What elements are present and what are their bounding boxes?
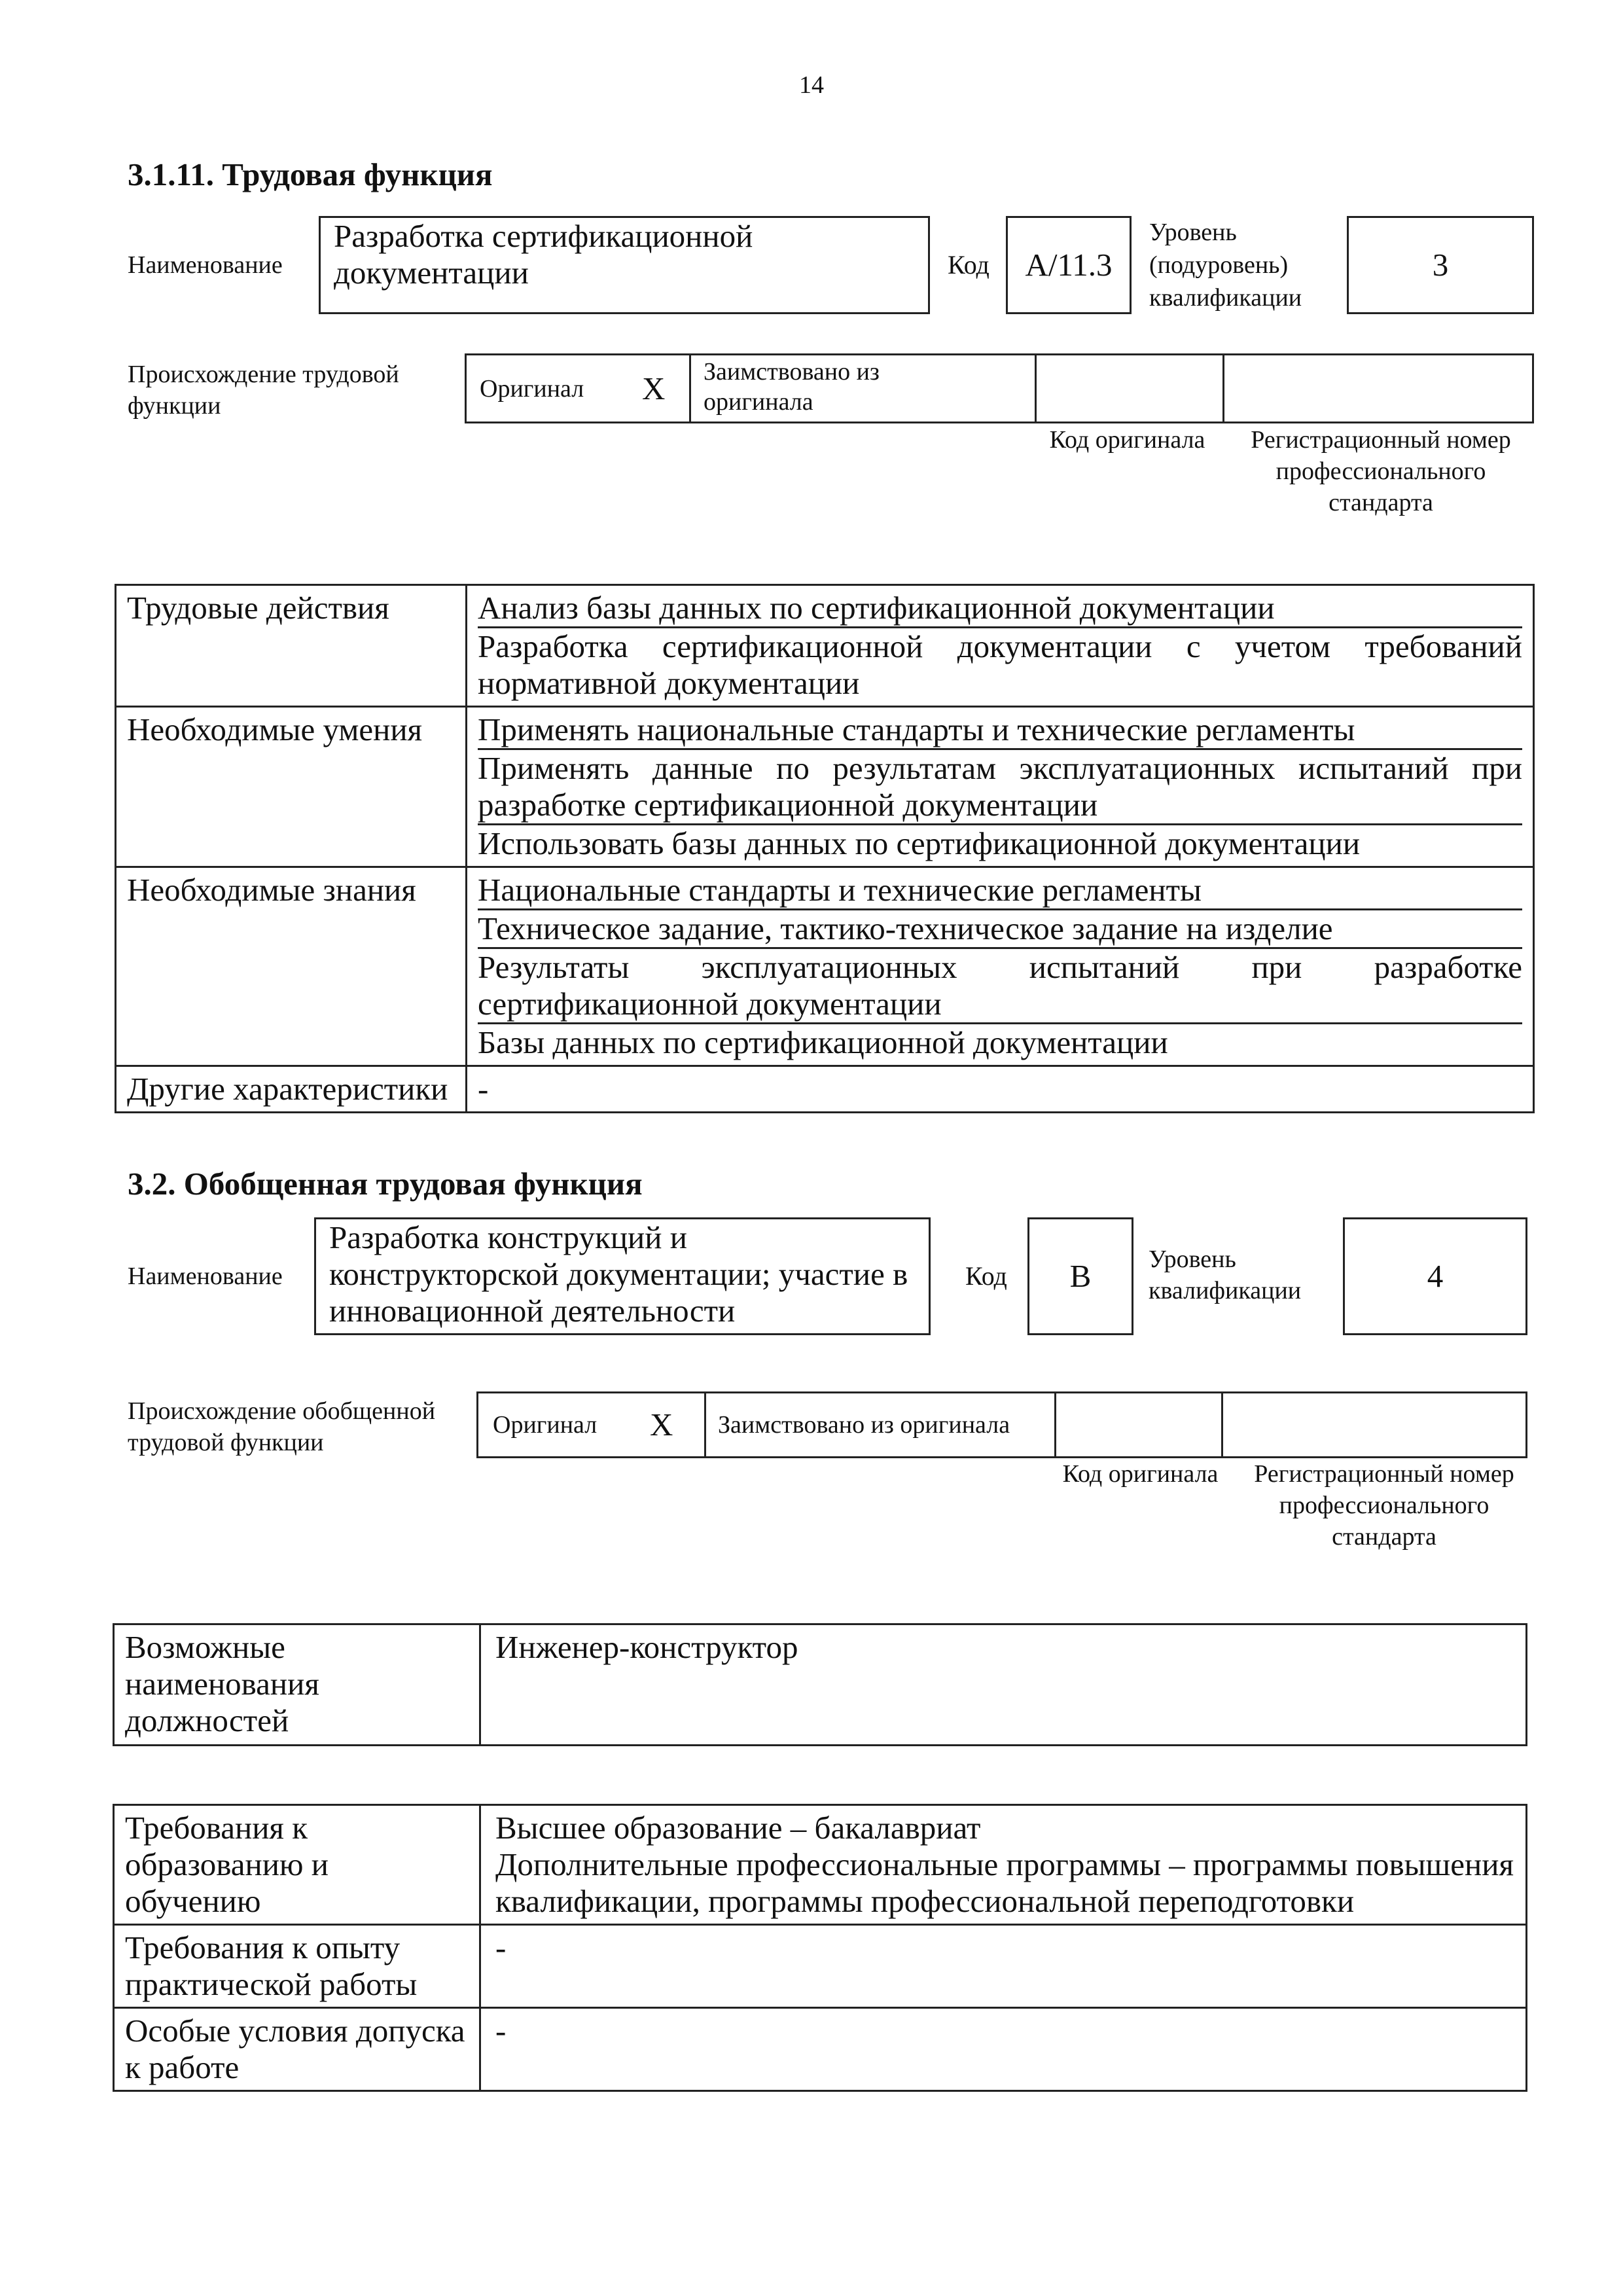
cell-divider	[1035, 355, 1037, 422]
table-row	[116, 707, 1534, 867]
row-label: Требования к образованию и обучению	[114, 1805, 480, 1925]
level-label: Уровень квалификации	[1149, 1246, 1302, 1304]
code-label: Код	[965, 1261, 1007, 1291]
row-value: -	[480, 1925, 1527, 2008]
code-original-caption: Код оригинала	[1049, 426, 1205, 454]
original-mark: X	[650, 1407, 673, 1443]
origin-label: Происхождение обобщенной трудовой функции	[128, 1397, 436, 1456]
table-row	[116, 867, 1534, 1066]
origin-row	[465, 353, 1534, 423]
origin-label: Происхождение трудовой функции	[128, 361, 399, 420]
original-mark: X	[642, 370, 666, 406]
table-row	[114, 1925, 1527, 2008]
list-item: Применять данные по результатам эксплуатационных испытаний при разработке сертификационной документации	[478, 750, 1522, 825]
list-item: Результаты эксплуатационных испытаний при разработке сертификационной документации	[478, 949, 1522, 1024]
row-label: Необходимые знания	[116, 867, 467, 1066]
level-value: 3	[1347, 216, 1534, 314]
list-item: Анализ базы данных по сертификационной документации	[478, 590, 1522, 628]
cell-divider	[1054, 1393, 1056, 1456]
level-label: Уровень (подуровень) квалификации	[1149, 219, 1302, 312]
function-name: Разработка сертификационной документации	[334, 218, 753, 291]
table-row	[114, 1805, 1527, 1925]
table-row	[114, 2008, 1527, 2091]
reg-number-caption: Регистрационный номер профессионального стандарта	[1254, 1460, 1514, 1551]
code-label: Код	[948, 250, 990, 279]
original-label: Оригинал	[480, 374, 584, 403]
row-label: Требования к опыту практической работы	[114, 1925, 480, 2008]
list-item: Разработка сертификационной документации с учетом требований нормативной документации	[478, 628, 1522, 701]
list-item: Высшее образование – бакалавриат	[495, 1810, 981, 1846]
name-label: Наименование	[128, 251, 283, 279]
function-name-box	[314, 1217, 931, 1335]
borrowed-label: Заимствовано из оригинала	[718, 1411, 1010, 1439]
requirements-table	[113, 1804, 1527, 2092]
reg-number-caption: Регистрационный номер профессионального стандарта	[1251, 426, 1511, 516]
list-item: Использовать базы данных по сертификационной документации	[478, 825, 1361, 861]
section-heading: 3.2. Обобщенная трудовая функция	[128, 1166, 643, 1202]
name-label: Наименование	[128, 1263, 283, 1290]
row-value: Инженер-конструктор	[480, 1624, 1527, 1746]
row-value: -	[467, 1066, 1534, 1113]
table-row	[114, 1624, 1527, 1746]
cell-divider	[689, 355, 691, 422]
code-original-caption: Код оригинала	[1062, 1460, 1219, 1488]
cell-divider	[1221, 1393, 1223, 1456]
page-number: 14	[799, 71, 824, 99]
level-value: 4	[1343, 1217, 1527, 1335]
function-name: Разработка конструкций и конструкторской документации; участие в инновационной деятельности	[329, 1219, 908, 1329]
code-value: А/11.3	[1006, 216, 1132, 314]
row-label: Возможные наименования должностей	[114, 1624, 480, 1746]
section-heading: 3.1.11. Трудовая функция	[128, 156, 493, 192]
list-item: Базы данных по сертификационной документации	[478, 1024, 1168, 1060]
list-item: Применять национальные стандарты и технические регламенты	[478, 711, 1522, 750]
list-item: Национальные стандарты и технические регламенты	[478, 872, 1522, 910]
row-value: -	[480, 2008, 1527, 2091]
row-label: Другие характеристики	[116, 1066, 467, 1113]
cell-divider	[704, 1393, 706, 1456]
row-label: Особые условия допуска к работе	[114, 2008, 480, 2091]
list-item: Дополнительные профессиональные программы – программы повышения квалификации, программы профессиональной переподготовки	[495, 1846, 1514, 1919]
row-label: Необходимые умения	[116, 707, 467, 867]
borrowed-label: Заимствовано из оригинала	[704, 358, 880, 416]
function-name-box	[319, 216, 930, 314]
code-value: В	[1027, 1217, 1133, 1335]
origin-row	[476, 1391, 1527, 1458]
cell-divider	[1222, 355, 1224, 422]
list-item: Техническое задание, тактико-техническое задание на изделие	[478, 910, 1522, 949]
row-label: Трудовые действия	[116, 585, 467, 707]
original-label: Оригинал	[493, 1411, 597, 1439]
positions-table	[113, 1623, 1527, 1746]
function-details-table	[115, 584, 1535, 1113]
table-row	[116, 1066, 1534, 1113]
table-row	[116, 585, 1534, 707]
